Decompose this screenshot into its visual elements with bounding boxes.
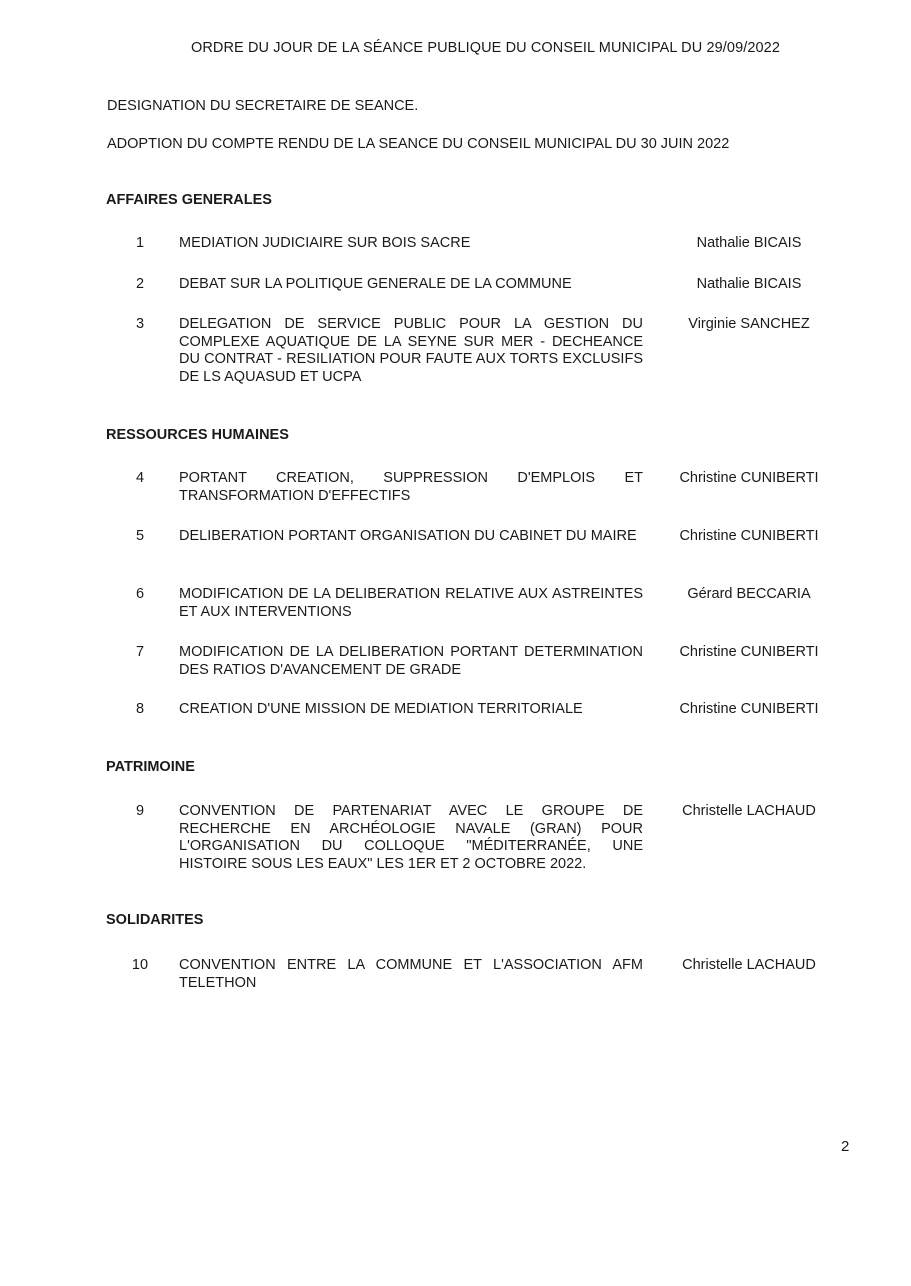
intro-minutes-adoption: ADOPTION DU COMPTE RENDU DE LA SEANCE DU CONSEIL MUNICIPAL DU 30 JUIN 2022 [107,136,730,152]
item-description: MODIFICATION DE LA DELIBERATION RELATIVE AUX ASTREINTES ET AUX INTERVENTIONS [179,586,643,620]
item-number: 1 [135,235,145,251]
item-number: 5 [135,528,145,544]
item-description: DELEGATION DE SERVICE PUBLIC POUR LA GESTION DU COMPLEXE AQUATIQUE DE LA SEYNE SUR MER - DECHEANCE DU CONTRAT - RESILIATION POUR FAUTE AUX TORTS EXCLUSIFS DE LS AQUASUD ET UCPA [179,316,643,385]
item-description: MEDIATION JUDICIAIRE SUR BOIS SACRE [179,235,471,251]
item-rapporteur: Christine CUNIBERTI [679,528,819,544]
item-number: 8 [135,701,145,717]
item-rapporteur: Virginie SANCHEZ [688,316,810,332]
item-number: 6 [135,586,145,602]
item-rapporteur: Christelle LACHAUD [682,803,816,819]
section-title-patrimoine: PATRIMOINE [106,759,195,775]
item-description: CONVENTION DE PARTENARIAT AVEC LE GROUPE DE RECHERCHE EN ARCHÉOLOGIE NAVALE (GRAN) POUR L'ORGANISATION DU COLLOQUE "MÉDITERRANÉE, UNE HISTOIRE SOUS LES EAUX" LES 1ER ET 2 OCTOBRE 2022. [179,803,643,872]
page-number: 2 [841,1138,850,1155]
item-rapporteur: Christine CUNIBERTI [679,644,819,660]
intro-secretary-designation: DESIGNATION DU SECRETAIRE DE SEANCE. [107,98,419,114]
section-title-solidarites: SOLIDARITES [106,912,204,928]
section-title-affaires-generales: AFFAIRES GENERALES [106,192,272,208]
item-description: CREATION D'UNE MISSION DE MEDIATION TERRITORIALE [179,701,583,717]
item-rapporteur: Nathalie BICAIS [696,276,802,292]
item-description: PORTANT CREATION, SUPPRESSION D'EMPLOIS ET TRANSFORMATION D'EFFECTIFS [179,470,643,504]
item-number: 3 [135,316,145,332]
page-title: ORDRE DU JOUR DE LA SÉANCE PUBLIQUE DU CONSEIL MUNICIPAL DU 29/09/2022 [190,40,781,56]
item-number: 10 [131,957,149,973]
item-number: 7 [135,644,145,660]
item-description: DELIBERATION PORTANT ORGANISATION DU CABINET DU MAIRE [179,528,637,544]
item-rapporteur: Christelle LACHAUD [682,957,816,973]
item-description: CONVENTION ENTRE LA COMMUNE ET L'ASSOCIATION AFM TELETHON [179,957,643,991]
item-number: 2 [135,276,145,292]
item-number: 4 [135,470,145,486]
item-rapporteur: Christine CUNIBERTI [679,701,819,717]
item-rapporteur: Gérard BECCARIA [687,586,811,602]
item-rapporteur: Nathalie BICAIS [696,235,802,251]
item-number: 9 [135,803,145,819]
item-rapporteur: Christine CUNIBERTI [679,470,819,486]
item-description: MODIFICATION DE LA DELIBERATION PORTANT DETERMINATION DES RATIOS D'AVANCEMENT DE GRADE [179,644,643,678]
item-description: DEBAT SUR LA POLITIQUE GENERALE DE LA COMMUNE [179,276,572,292]
section-title-ressources-humaines: RESSOURCES HUMAINES [106,427,289,443]
